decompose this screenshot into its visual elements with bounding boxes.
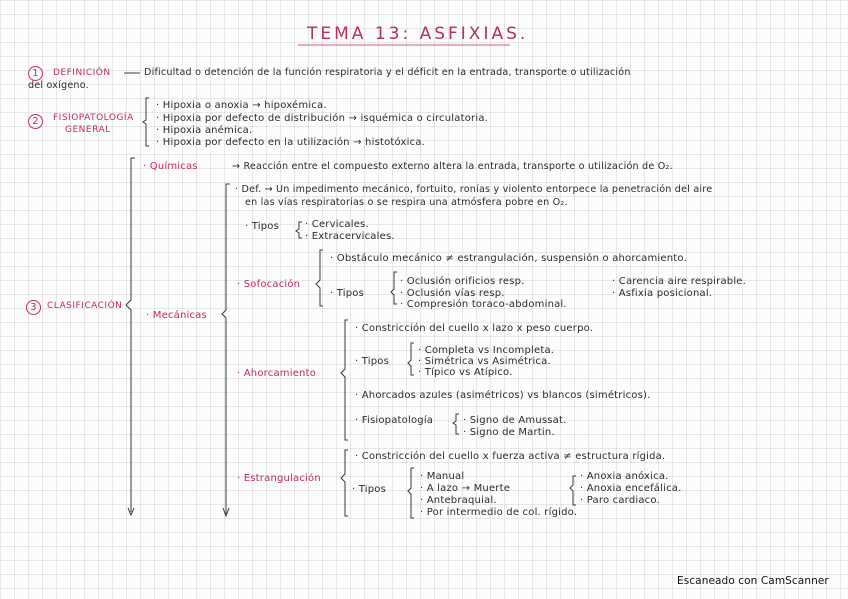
brace-signos xyxy=(453,414,459,434)
signo-amussat: · Signo de Amussat. xyxy=(463,415,567,426)
estrangulacion-tipos-label: · Tipos xyxy=(352,484,387,495)
scanner-watermark: Escaneado con CamScanner xyxy=(677,575,829,587)
brace-sofocacion-tipos xyxy=(391,272,397,304)
fisio-item-2: · Hipoxia por defecto de distribución → isquémica o circulatoria. xyxy=(156,113,489,124)
section-2-label-2: GENERAL xyxy=(65,125,111,135)
tipo-extracervicales: · Extracervicales. xyxy=(305,231,395,242)
brace-ahorcamiento xyxy=(341,320,348,440)
mecanicas-tipos-label: · Tipos xyxy=(245,221,280,232)
sofocacion-extra-1: · Carencia aire respirable. xyxy=(612,276,747,287)
ahorcamiento-tipo-3: · Típico vs Atípico. xyxy=(418,367,513,378)
brace-mecanicas xyxy=(222,184,230,514)
ahorcamiento-first: · Constricción del cuello x lazo x peso cuerpo. xyxy=(355,323,594,334)
fisiopatologia-label: · Fisiopatología xyxy=(355,415,434,426)
ahorcados-azules-blancos: · Ahorcados azules (asimétricos) vs blancos (simétricos). xyxy=(355,390,651,401)
estrangulacion-tipo-intermedio: · Por intermedio de col. rígido. xyxy=(420,507,578,518)
section-2-label-1: FISIOPATOLOGÍA xyxy=(53,113,134,123)
section-1-number: 1 xyxy=(28,66,43,81)
sofocacion-first: · Obstáculo mecánico ≠ estrangulación, suspensión o ahorcamiento. xyxy=(330,253,687,264)
tipo-cervicales: · Cervicales. xyxy=(305,219,369,230)
brace-fisiopatologia xyxy=(143,98,149,146)
ahorcamiento-label: · Ahorcamiento xyxy=(237,368,317,379)
brace-clasificacion xyxy=(126,158,135,512)
section-3-label: CLASIFICACIÓN xyxy=(47,301,123,311)
quimicas-text: → Reacción entre el compuesto externo altera la entrada, transporte o utilización de O₂. xyxy=(232,161,673,172)
ahorcamiento-tipo-2: · Simétrica vs Asimétrica. xyxy=(418,356,551,367)
section-1-label: DEFINICIÓN xyxy=(53,68,111,78)
sofocacion-tipo-2: · Oclusión vías resp. xyxy=(400,288,505,299)
page-title: TEMA 13: ASFIXIAS. xyxy=(307,24,529,44)
mecanicas-label: · Mecánicas xyxy=(146,310,207,321)
definicion-line-2: del oxígeno. xyxy=(28,80,89,91)
section-3-number: 3 xyxy=(26,300,41,315)
definicion-line-1: Dificultad o detención de la función respiratoria y el déficit en la entrada, transporte o utilización xyxy=(144,67,631,78)
brace-estrangulacion xyxy=(341,450,348,516)
estrangulacion-tipo-manual: · Manual xyxy=(420,471,465,482)
quimicas-label: · Químicas xyxy=(143,161,198,172)
section-2-number: 2 xyxy=(28,114,43,129)
ahorcamiento-tipos-label: · Tipos xyxy=(355,356,390,367)
fisio-item-3: · Hipoxia anémica. xyxy=(156,125,253,136)
ahorcamiento-tipo-1: · Completa vs Incompleta. xyxy=(418,345,555,356)
brace-estrangulacion-tipos xyxy=(408,468,414,518)
fisio-item-4: · Hipoxia por defecto en la utilización → histotóxica. xyxy=(156,137,426,148)
brace-ahorcamiento-tipos xyxy=(408,343,414,375)
sofocacion-tipos-label: · Tipos xyxy=(330,288,365,299)
muerte-anoxia-anoxica: · Anoxia anóxica. xyxy=(580,471,669,482)
sofocacion-tipo-3: · Compresión toraco-abdominal. xyxy=(400,299,567,310)
fisio-item-1: · Hipoxia o anoxia → hipoxémica. xyxy=(156,100,327,111)
brace-tipos-cervicales xyxy=(296,222,302,238)
estrangulacion-tipo-lazo: · A lazo → Muerte xyxy=(420,483,511,494)
mecanicas-def-2: en las vías respiratorias o se respira una atmósfera pobre en O₂. xyxy=(245,197,568,208)
sofocacion-label: · Sofocación xyxy=(237,279,301,290)
estrangulacion-label: · Estrangulación xyxy=(237,473,321,484)
brace-sofocacion xyxy=(316,250,323,306)
muerte-paro-cardiaco: · Paro cardiaco. xyxy=(580,495,660,506)
brace-muerte xyxy=(570,476,576,505)
estrangulacion-tipo-antebraquial: · Antebraquial. xyxy=(420,495,497,506)
sofocacion-extra-2: · Asfixia posicional. xyxy=(612,288,713,299)
signo-martin: · Signo de Martin. xyxy=(463,427,555,438)
estrangulacion-first: · Constricción del cuello x fuerza activa ≠ estructura rígida. xyxy=(355,451,666,462)
muerte-anoxia-encefalica: · Anoxia encefálica. xyxy=(580,483,682,494)
mecanicas-def-1: · Def. → Un impedimento mecánico, fortuito, ronías y violento entorpece la penetración del aire xyxy=(235,184,713,195)
sofocacion-tipo-1: · Oclusión orificios resp. xyxy=(400,276,525,287)
